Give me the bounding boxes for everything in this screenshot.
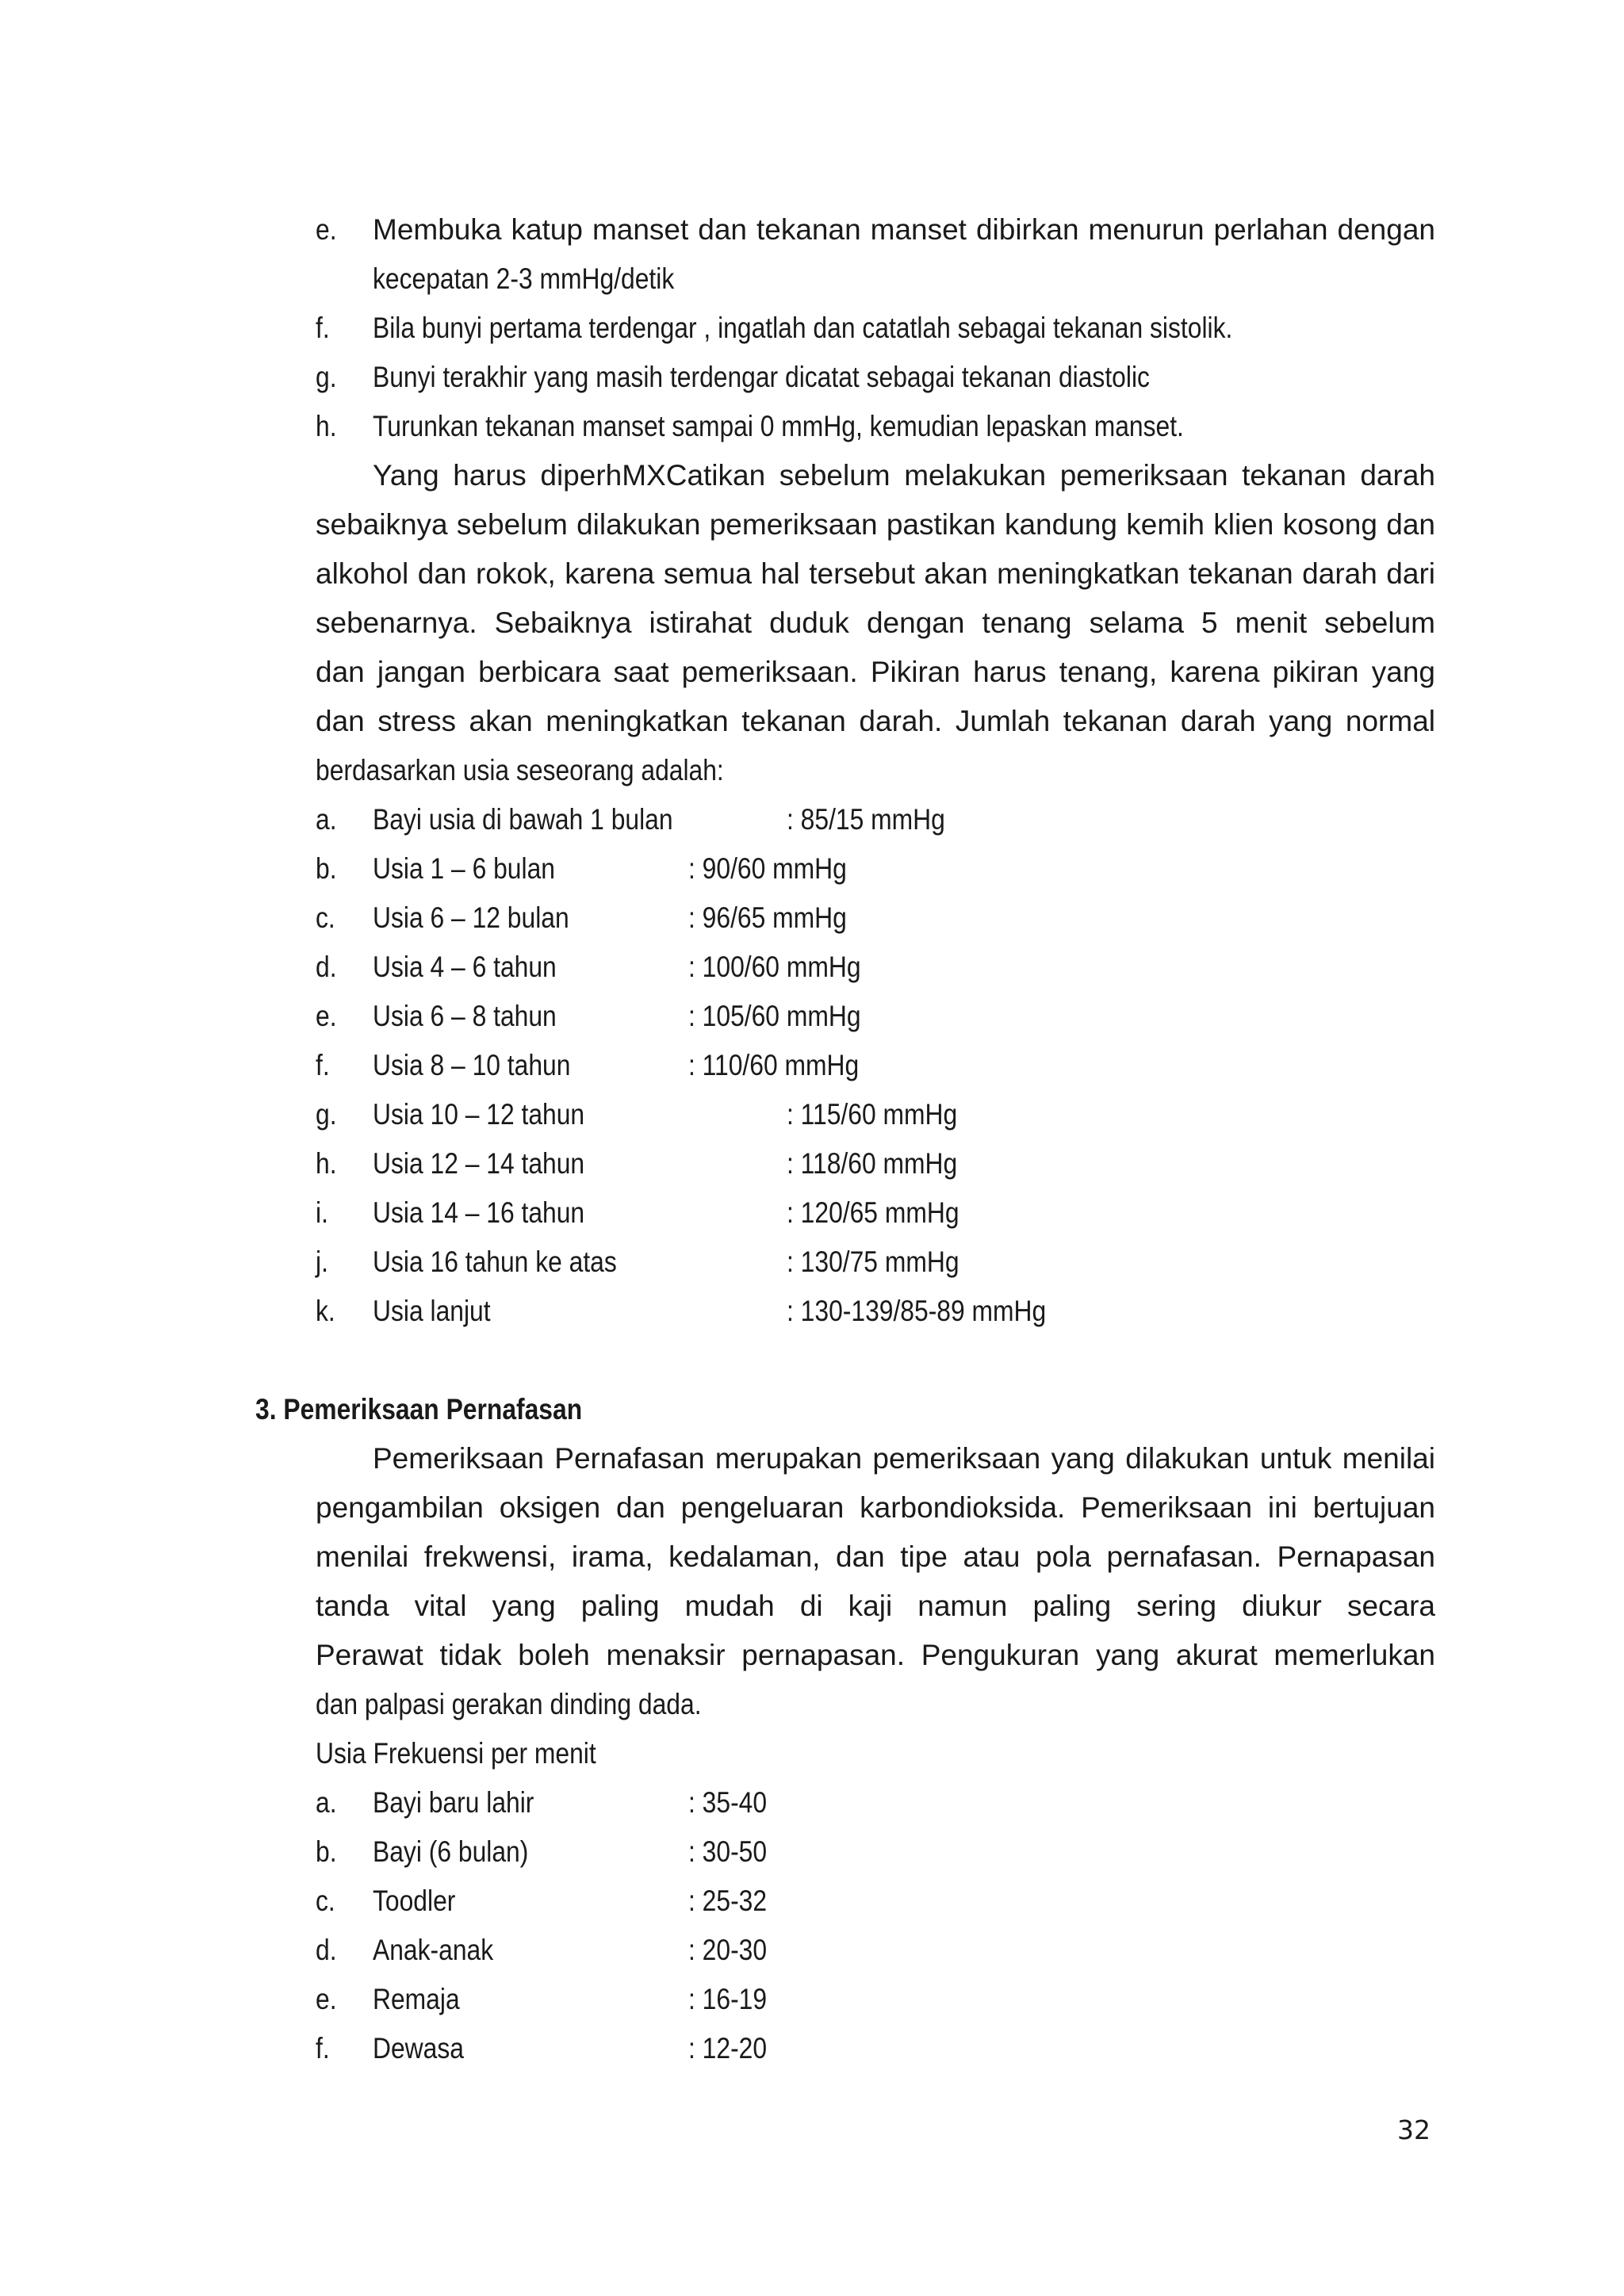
list-marker: g. [316, 361, 337, 393]
list-marker: c. [316, 901, 335, 934]
list-marker: i. [316, 1196, 328, 1229]
list-marker: d. [316, 951, 337, 983]
list-marker: e. [316, 1983, 337, 2015]
list-item-label: Usia lanjut [373, 1295, 491, 1327]
list-marker: b. [316, 1835, 337, 1868]
list-item-value: : 110/60 mmHg [688, 1049, 860, 1081]
list-marker: h. [316, 1147, 337, 1180]
list-item-value: : 16-19 [688, 1983, 768, 2015]
paragraph-line: Perawat tidak boleh menaksir pernapasan. Pengukuran yang akurat memerlukan [316, 1639, 1435, 1671]
step-text: Membuka katup manset dan tekanan manset dibirkan menurun perlahan dengan [373, 213, 1435, 246]
list-item-label: Usia 4 – 6 tahun [373, 951, 557, 983]
list-marker: d. [316, 1934, 337, 1966]
list-item-value: : 35-40 [688, 1786, 768, 1819]
list-item-value: : 96/65 mmHg [688, 901, 847, 934]
list-marker: e. [316, 213, 337, 246]
list-item-label: Toodler [373, 1885, 456, 1917]
paragraph-line: pengambilan oksigen dan pengeluaran karbondioksida. Pemeriksaan ini bertujuan [316, 1491, 1435, 1524]
list-item-label: Usia 16 tahun ke atas [373, 1246, 617, 1278]
paragraph-line: Pemeriksaan Pernafasan merupakan pemeriksaan yang dilakukan untuk menilai [373, 1442, 1435, 1475]
paragraph-line: alkohol dan rokok, karena semua hal tersebut akan meningkatkan tekanan darah dari [316, 557, 1435, 590]
list-item-value: : 90/60 mmHg [688, 852, 847, 885]
list-marker: j. [316, 1246, 328, 1278]
list-item-label: Usia 6 – 12 bulan [373, 901, 569, 934]
table-caption: Usia Frekuensi per menit [316, 1737, 596, 1770]
list-marker: e. [316, 1000, 337, 1032]
list-marker: f. [316, 1049, 330, 1081]
list-item-label: Bayi (6 bulan) [373, 1835, 529, 1868]
list-item-label: Bayi baru lahir [373, 1786, 534, 1819]
list-item-value: : 130-139/85-89 mmHg [787, 1295, 1047, 1327]
paragraph-line: tanda vital yang paling mudah di kaji namun paling sering diukur secara [316, 1590, 1435, 1622]
step-text: kecepatan 2-3 mmHg/detik [373, 262, 675, 295]
paragraph-line: dan jangan berbicara saat pemeriksaan. Pikiran harus tenang, karena pikiran yang [316, 656, 1435, 688]
list-item-value: : 25-32 [688, 1885, 768, 1917]
list-marker: a. [316, 803, 337, 836]
list-marker: h. [316, 410, 337, 442]
paragraph-line: sebaiknya sebelum dilakukan pemeriksaan pastikan kandung kemih klien kosong dan [316, 508, 1435, 541]
list-item-value: : 130/75 mmHg [787, 1246, 959, 1278]
paragraph-line: menilai frekwensi, irama, kedalaman, dan tipe atau pola pernafasan. Pernapasan [316, 1540, 1435, 1573]
paragraph-line: dan stress akan meningkatkan tekanan darah. Jumlah tekanan darah yang normal [316, 705, 1435, 737]
list-item-value: : 85/15 mmHg [787, 803, 945, 836]
section-heading: 3. Pemeriksaan Pernafasan [255, 1393, 583, 1425]
list-item-value: : 105/60 mmHg [688, 1000, 861, 1032]
list-item-value: : 20-30 [688, 1934, 768, 1966]
list-item-value: : 118/60 mmHg [787, 1147, 958, 1180]
list-item-label: Usia 8 – 10 tahun [373, 1049, 571, 1081]
list-item-label: Usia 14 – 16 tahun [373, 1196, 585, 1229]
step-text: Bunyi terakhir yang masih terdengar dicatat sebagai tekanan diastolic [373, 361, 1150, 393]
list-item-label: Usia 10 – 12 tahun [373, 1098, 585, 1131]
list-item-label: Usia 12 – 14 tahun [373, 1147, 585, 1180]
list-item-value: : 115/60 mmHg [787, 1098, 958, 1131]
list-item-label: Remaja [373, 1983, 460, 2015]
step-text: Turunkan tekanan manset sampai 0 mmHg, kemudian lepaskan manset. [373, 410, 1184, 442]
paragraph-line: berdasarkan usia seseorang adalah: [316, 754, 724, 786]
list-marker: f. [316, 312, 330, 344]
step-text: Bila bunyi pertama terdengar , ingatlah dan catatlah sebagai tekanan sistolik. [373, 312, 1233, 344]
list-item-label: Dewasa [373, 2032, 464, 2064]
list-item-label: Usia 6 – 8 tahun [373, 1000, 557, 1032]
list-marker: c. [316, 1885, 335, 1917]
list-item-value: : 120/65 mmHg [787, 1196, 959, 1229]
list-item-label: Anak-anak [373, 1934, 494, 1966]
list-marker: g. [316, 1098, 337, 1131]
list-item-label: Usia 1 – 6 bulan [373, 852, 555, 885]
list-marker: b. [316, 852, 337, 885]
paragraph-line: dan palpasi gerakan dinding dada. [316, 1688, 702, 1720]
list-marker: k. [316, 1295, 335, 1327]
list-item-label: Bayi usia di bawah 1 bulan [373, 803, 673, 836]
list-item-value: : 12-20 [688, 2032, 768, 2064]
page-number: 32 [1397, 2114, 1431, 2145]
list-marker: a. [316, 1786, 337, 1819]
list-item-value: : 30-50 [688, 1835, 768, 1868]
paragraph-line: sebenarnya. Sebaiknya istirahat duduk dengan tenang selama 5 menit sebelum [316, 607, 1435, 639]
paragraph-line: Yang harus diperhMXCatikan sebelum melakukan pemeriksaan tekanan darah [373, 459, 1435, 492]
list-marker: f. [316, 2032, 330, 2064]
list-item-value: : 100/60 mmHg [688, 951, 861, 983]
